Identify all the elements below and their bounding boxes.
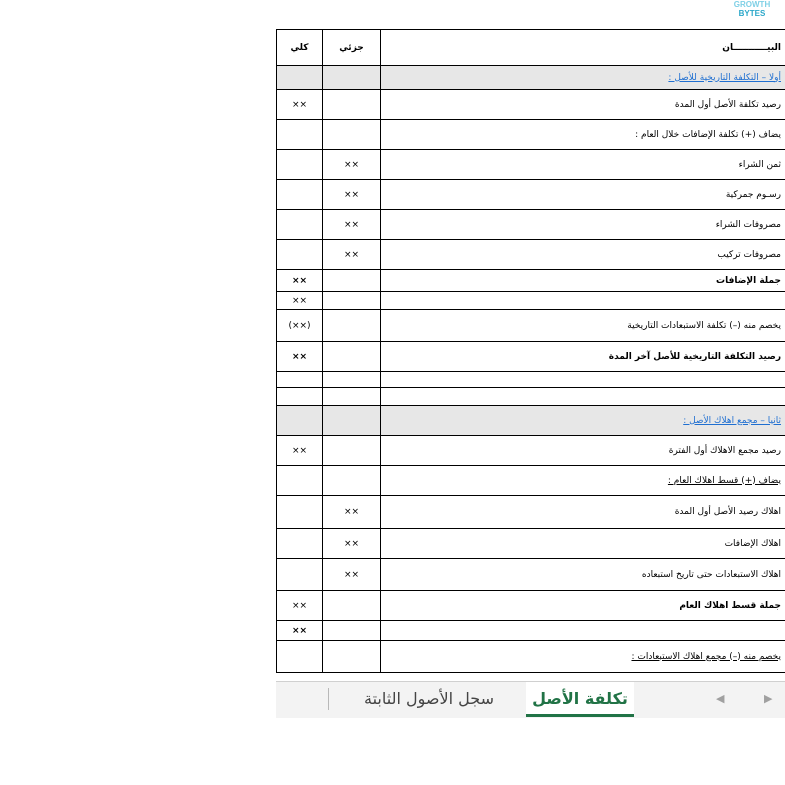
table-row	[277, 641, 785, 673]
cell-partial[interactable]	[323, 388, 381, 406]
table-row	[277, 529, 785, 559]
header-description[interactable]: البيـــــــــــان	[381, 30, 785, 66]
cell-partial[interactable]	[323, 66, 381, 90]
table-row	[277, 240, 785, 270]
cell-description[interactable]: أولا – التكلفة التاريخية للأصل :	[381, 66, 785, 90]
table-row	[277, 591, 785, 621]
cell-description[interactable]: ثمن الشراء	[381, 150, 785, 180]
cell-partial[interactable]: ××	[323, 496, 381, 529]
cell-partial[interactable]	[323, 641, 381, 673]
cell-total[interactable]	[277, 466, 323, 496]
cell-partial[interactable]	[323, 90, 381, 120]
cell-total[interactable]: ××	[277, 621, 323, 641]
cell-description[interactable]: رصيد مجمع الاهلاك أول الفترة	[381, 436, 785, 466]
cell-description[interactable]: جملة الإضافات	[381, 270, 785, 292]
cell-partial[interactable]	[323, 342, 381, 372]
cell-total[interactable]	[277, 210, 323, 240]
cell-total[interactable]	[277, 529, 323, 559]
cell-partial[interactable]	[323, 292, 381, 310]
cell-partial[interactable]	[323, 621, 381, 641]
cell-description[interactable]: يخصم منه (–) تكلفة الاستبعادات التاريخية	[381, 310, 785, 342]
cell-total[interactable]	[277, 641, 323, 673]
cell-description[interactable]: مصروفات تركيب	[381, 240, 785, 270]
cell-description[interactable]: اهلاك الاستبعادات حتى تاريخ استبعاده	[381, 559, 785, 591]
cell-total[interactable]: ××	[277, 292, 323, 310]
cell-total[interactable]	[277, 150, 323, 180]
cell-partial[interactable]	[323, 466, 381, 496]
cell-description[interactable]	[381, 621, 785, 641]
sheet-tab-bar	[276, 681, 785, 718]
cell-partial[interactable]	[323, 436, 381, 466]
cell-total[interactable]: ××	[277, 90, 323, 120]
cell-partial[interactable]: ××	[323, 180, 381, 210]
table-row	[277, 90, 785, 120]
table-row	[277, 466, 785, 496]
table-row	[277, 559, 785, 591]
cell-total[interactable]	[277, 240, 323, 270]
cell-description[interactable]: رصيد التكلفة التاريخية للأصل آخر المدة	[381, 342, 785, 372]
cell-partial[interactable]: ××	[323, 529, 381, 559]
header-row	[277, 30, 785, 66]
cell-partial[interactable]	[323, 120, 381, 150]
cell-description[interactable]	[381, 372, 785, 388]
cell-total[interactable]	[277, 66, 323, 90]
cell-total[interactable]	[277, 496, 323, 529]
logo-line-2: BYTES	[738, 9, 766, 18]
table-row	[277, 436, 785, 466]
cell-partial[interactable]	[323, 270, 381, 292]
table-row	[277, 406, 785, 436]
cell-partial[interactable]: ××	[323, 559, 381, 591]
cell-total[interactable]	[277, 372, 323, 388]
cell-total[interactable]	[277, 388, 323, 406]
table-row	[277, 120, 785, 150]
table-row	[277, 150, 785, 180]
cell-description[interactable]: مصروفات الشراء	[381, 210, 785, 240]
cell-total[interactable]: (××)	[277, 310, 323, 342]
table-row	[277, 372, 785, 388]
table-row	[277, 270, 785, 292]
table-row	[277, 210, 785, 240]
table-row	[277, 621, 785, 641]
spreadsheet-grid	[276, 29, 785, 673]
cell-partial[interactable]	[323, 372, 381, 388]
table-row	[277, 388, 785, 406]
table-row	[277, 496, 785, 529]
table-row	[277, 292, 785, 310]
cell-description[interactable]: يضاف (+) تكلفة الإضافات خلال العام :	[381, 120, 785, 150]
cell-partial[interactable]: ××	[323, 240, 381, 270]
cell-total[interactable]: ××	[277, 591, 323, 621]
cell-description[interactable]	[381, 292, 785, 310]
logo-line-1: GROWTH	[733, 0, 771, 9]
cell-description[interactable]: رصيد تكلفة الأصل أول المدة	[381, 90, 785, 120]
logo	[724, 0, 780, 20]
cell-description[interactable]: ثانيا – مجمع اهلاك الأصل :	[381, 406, 785, 436]
cell-partial[interactable]: ××	[323, 150, 381, 180]
cell-total[interactable]	[277, 559, 323, 591]
table-row	[277, 310, 785, 342]
cell-description[interactable]	[381, 388, 785, 406]
cell-description[interactable]: يضاف (+) قسط اهلاك العام :	[381, 466, 785, 496]
scroll-tabs-prev-icon[interactable]: ◀	[716, 692, 725, 705]
header-partial[interactable]: جزئي	[323, 30, 381, 66]
cell-total[interactable]: ××	[277, 436, 323, 466]
cell-total[interactable]	[277, 180, 323, 210]
tab-asset-cost[interactable]: تكلفة الأصل	[526, 682, 634, 717]
cell-partial[interactable]	[323, 406, 381, 436]
table-row	[277, 180, 785, 210]
table-row	[277, 66, 785, 90]
tab-fixed-assets-register[interactable]: سجل الأصول الثابتة	[364, 689, 494, 708]
cell-description[interactable]: جملة قسط اهلاك العام	[381, 591, 785, 621]
cell-description[interactable]: رسـوم جمركية	[381, 180, 785, 210]
scroll-tabs-next-icon[interactable]: ▶	[764, 692, 773, 705]
cell-partial[interactable]: ××	[323, 210, 381, 240]
cell-description[interactable]: اهلاك رصيد الأصل أول المدة	[381, 496, 785, 529]
cell-partial[interactable]	[323, 310, 381, 342]
cell-total[interactable]: ××	[277, 270, 323, 292]
cell-total[interactable]	[277, 406, 323, 436]
cell-description[interactable]: اهلاك الإضافات	[381, 529, 785, 559]
table-row	[277, 342, 785, 372]
cell-description[interactable]: يخصم منه (–) مجمع اهلاك الاستبعادات :	[381, 641, 785, 673]
tab-separator	[328, 688, 329, 710]
header-total[interactable]: كلي	[277, 30, 323, 66]
cell-partial[interactable]	[323, 591, 381, 621]
cell-total[interactable]	[277, 120, 323, 150]
cell-total[interactable]: ××	[277, 342, 323, 372]
